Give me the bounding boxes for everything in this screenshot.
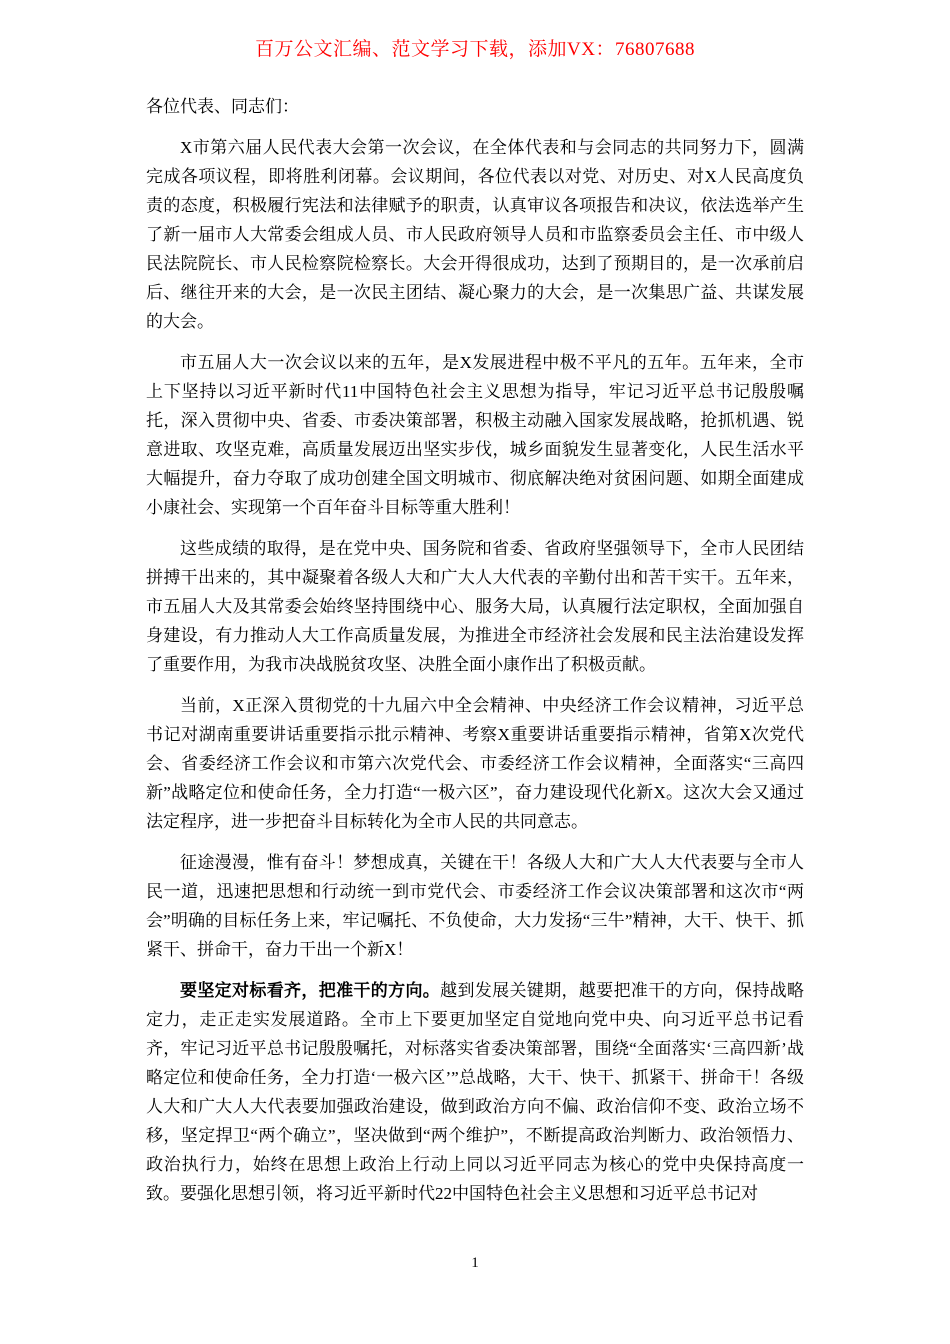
paragraph-2: 市五届人大一次会议以来的五年，是X发展进程中极不平凡的五年。五年来，全市上下坚持以习近平新时代11中国特色社会主义思想为指导，牢记习近平总书记殷殷嘱托，深入贯彻中央、省委、市委决策部署，积极主动融入国家发展战略，抢抓机遇、锐意进取、攻坚克难，高质量发展迈出坚实步伐，城乡面貌发生显著变化，人民生活水平大幅提升，奋力夺取了成功创建全国文明城市、彻底解决绝对贫困问题、如期全面建成小康社会、实现第一个百年奋斗目标等重大胜利！ (146, 353, 804, 517)
paragraph-3: 这些成绩的取得，是在党中央、国务院和省委、省政府坚强领导下，全市人民团结拼搏干出来的，其中凝聚着各级人大和广大人大代表的辛勤付出和苦干实干。五年来，市五届人大及其常委会始终坚持围绕中心、服务大局，认真履行法定职权，全面加强自身建设，有力推动人大工作高质量发展，为推进全市经济社会发展和民主法治建设发挥了重要作用，为我市决战脱贫攻坚、决胜全面小康作出了积极贡献。 (146, 539, 804, 674)
paragraph-6-body: 越到发展关键期，越要把准干的方向，保持战略定力，走正走实发展道路。全市上下要更加坚定自觉地向党中央、向习近平总书记看齐，牢记习近平总书记殷殷嘱托，对标落实省委决策部署，围绕“全面落实‘三高四新’战略定位和使命任务，全力打造‘一极六区’”总战略，大干、快干、抓紧干、拼命干！各级人大和广大人大代表要加强政治建设，做到政治方向不偏、政治信仰不变、政治立场不移，坚定捍卫“两个确立”，坚决做到“两个维护”，不断提高政治判断力、政治领悟力、政治执行力，始终在思想上政治上行动上同以习近平同志为核心的党中央保持高度一致。要强化思想引领，将习近平新时代22中国特色社会主义思想和习近平总书记对 (146, 981, 805, 1203)
paragraph-6-bold-lead: 要坚定对标看齐，把准干的方向。 (180, 981, 441, 1000)
document-content (146, 92, 804, 1208)
page-number: 1 (471, 1255, 479, 1271)
paragraph-6 (146, 976, 804, 1208)
paragraph-1: X市第六届人民代表大会第一次会议，在全体代表和与会同志的共同努力下，圆满完成各项议程，即将胜利闭幕。会议期间，各位代表以对党、对历史、对X人民高度负责的态度，积极履行宪法和法律赋予的职责，认真审议各项报告和决议，依法选举产生了新一届市人大常委会组成人员、市人民政府领导人员和市监察委员会主任、市中级人民法院院长、市人民检察院检察长。大会开得很成功，达到了预期目的，是一次承前启后、继往开来的大会，是一次民主团结、凝心聚力的大会，是一次集思广益、共谋发展的大会。 (146, 138, 804, 331)
paragraph-4: 当前，X正深入贯彻党的十九届六中全会精神、中央经济工作会议精神，习近平总书记对湖南重要讲话重要指示批示精神、考察X重要讲话重要指示精神，省第X次党代会、省委经济工作会议和市第六次党代会、市委经济工作会议精神，全面落实“三高四新”战略定位和使命任务，全力打造“一极六区”，奋力建设现代化新X。这次大会又通过法定程序，进一步把奋斗目标转化为全市人民的共同意志。 (146, 696, 804, 831)
header-notice: 百万公文汇编、范文学习下载，添加VX：76807688 (255, 39, 695, 60)
salutation: 各位代表、同志们： (146, 97, 299, 116)
paragraph-5: 征途漫漫，惟有奋斗！梦想成真，关键在干！各级人大和广大人大代表要与全市人民一道，迅速把思想和行动统一到市党代会、市委经济工作会议决策部署和这次市“两会”明确的目标任务上来，牢记嘱托、不负使命，大力发扬“三牛”精神，大干、快干、抓紧干、拼命干，奋力干出一个新X！ (146, 853, 804, 959)
